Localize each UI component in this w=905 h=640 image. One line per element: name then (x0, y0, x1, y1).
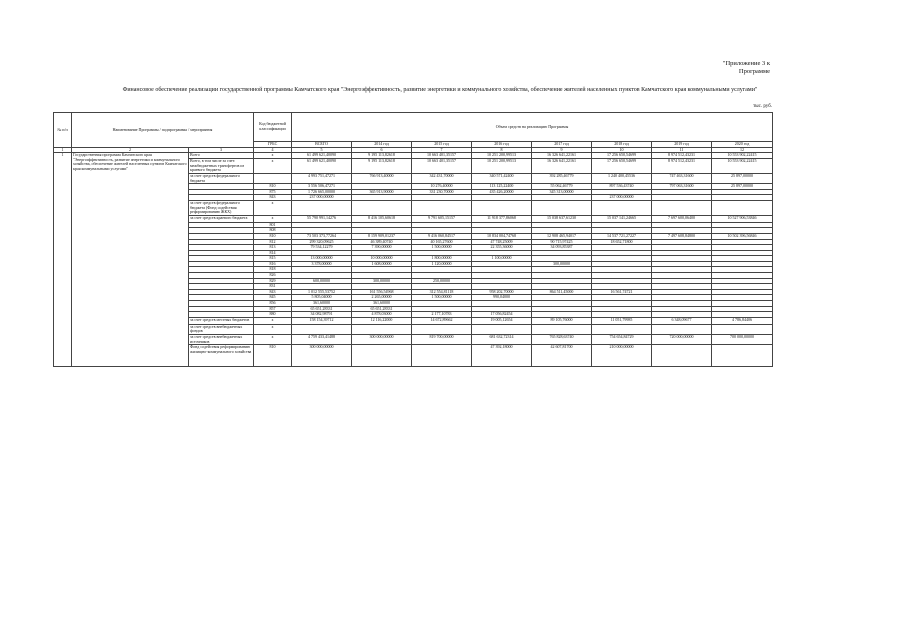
amount-cell: 435 426,20000 (472, 189, 532, 195)
amount-cell: 90 715,97425 (532, 239, 592, 245)
amount-cell (652, 324, 712, 334)
header-index: 8 (472, 147, 532, 153)
amount-cell (712, 324, 773, 334)
appendix-line-2: Программе (738, 68, 770, 75)
amount-cell: 1 800,00000 (412, 256, 472, 262)
amount-cell: 17 056,82454 (472, 312, 532, 318)
header-year: 2015 год (412, 142, 472, 148)
amount-cell: 19 005,12654 (472, 317, 532, 324)
header-year: 2017 год (532, 142, 592, 148)
amount-cell (532, 324, 592, 334)
amount-cell: 1 240 400,45536 (592, 173, 652, 183)
amount-cell: 3 556 506,47271 (292, 184, 352, 190)
grbs-code: 808 (254, 228, 292, 234)
grbs-code: 801 (254, 222, 292, 228)
amount-cell: 5 805,04000 (292, 295, 352, 301)
amount-cell: 237 000,00000 (592, 195, 652, 201)
amount-cell (412, 324, 472, 334)
amount-cell: 720 000,00000 (652, 335, 712, 345)
amount-cell: 312 554,81118 (412, 289, 472, 295)
amount-cell: 340 571,42400 (472, 173, 532, 183)
amount-cell (292, 200, 352, 215)
amount-cell: 600,00000 (292, 278, 352, 284)
amount-cell: 210 000,00000 (592, 345, 652, 367)
amount-cell: 8 974 512,43231 (652, 153, 712, 159)
amount-cell: 9 195 113,82618 (352, 153, 412, 159)
amount-cell: 1 500,00000 (412, 295, 472, 301)
header-index: 11 (652, 147, 712, 153)
amount-cell (472, 200, 532, 215)
amount-cell: 10 251 200,99513 (472, 153, 532, 159)
amount-cell: 8 416 105,60618 (352, 215, 412, 222)
header-index: 9 (532, 147, 592, 153)
amount-cell: 819 700,00000 (412, 335, 472, 345)
amount-cell: 113 125,22400 (472, 184, 532, 190)
grbs-code: 880 (254, 312, 292, 318)
amount-cell: 4 993 751,47271 (292, 173, 352, 183)
amount-cell (412, 200, 472, 215)
amount-cell (652, 200, 712, 215)
grbs-code: 818 (254, 267, 292, 273)
grbs-code: x (254, 317, 292, 324)
amount-cell: 754 654,84729 (592, 335, 652, 345)
amount-cell (712, 200, 773, 215)
amount-cell (652, 345, 712, 367)
amount-cell: 766 913,40000 (352, 173, 412, 183)
amount-cell: 11 051,79985 (592, 317, 652, 324)
grbs-code: x (254, 153, 292, 159)
amount-cell: 250,00000 (412, 278, 472, 284)
header-index: 7 (412, 147, 472, 153)
amount-cell: 17 256 650,54699 (592, 159, 652, 174)
grbs-code: 815 (254, 256, 292, 262)
grbs-code: x (254, 159, 292, 174)
amount-cell: 747 463,31600 (652, 173, 712, 183)
grbs-code: 829 (254, 278, 292, 284)
grbs-code: 810 (254, 345, 292, 367)
amount-cell: 12 908 465,94017 (532, 233, 592, 239)
amount-cell: 14 537 721,27227 (592, 233, 652, 239)
grbs-code: 810 (254, 184, 292, 190)
amount-cell: 10 834 004,74768 (472, 233, 532, 239)
funding-source-label: за счет средств федерального бюджета (Фонд содействия реформированию ЖКХ) (189, 200, 254, 215)
amount-cell: 10 553 902,22415 (712, 153, 773, 159)
amount-cell: 342 431,70000 (412, 173, 472, 183)
amount-cell (352, 324, 412, 334)
header-name: Наименование Программы / подпрограммы / мероприятия (72, 113, 254, 148)
grbs-code: 816 (254, 261, 292, 267)
amount-cell (472, 324, 532, 334)
funding-source-label: Всего, в том числе за счет: межбюджетных трансфертов из краевого бюджета (189, 159, 254, 174)
appendix-line-1: "Приложение 3 к (722, 60, 770, 67)
grbs-code: 857 (254, 306, 292, 312)
funding-source-label: за счет средств внебюджетных источников (189, 335, 254, 345)
amount-cell: 361,60000 (292, 301, 352, 307)
grbs-code: 831 (254, 284, 292, 290)
grbs-code: x (254, 324, 292, 334)
amount-cell: 4 878,03000 (352, 312, 412, 318)
header-volume: Объем средств на реализацию Программы (292, 113, 773, 142)
amount-cell: 300,00000 (352, 278, 412, 284)
amount-cell: 47 748,25009 (472, 239, 532, 245)
amount-cell: 9 791 605,15157 (412, 215, 472, 222)
amount-cell (292, 324, 352, 334)
units-label: тыс. руб. (753, 104, 772, 109)
header-kbk: Код бюджетной классификации (254, 113, 292, 142)
amount-cell: 10 663 401,35157 (412, 153, 472, 159)
header-year: 2018 год (592, 142, 652, 148)
header-index: 1 (54, 147, 72, 153)
amount-cell: 365 913,90000 (352, 189, 412, 195)
amount-cell: 1 120,00000 (412, 261, 472, 267)
funding-source-label: за счет средств внебюджетных фондов (189, 324, 254, 334)
amount-cell: 161 556,54968 (352, 289, 412, 295)
amount-cell: 300 000,00000 (292, 345, 352, 367)
amount-cell: 3 378,00000 (292, 261, 352, 267)
amount-cell: 300,00000 (532, 261, 592, 267)
amount-cell: 11 918 377,86068 (472, 215, 532, 222)
funding-source-label: за счет средств местных бюджетов (189, 317, 254, 324)
funding-source-label: за счет средств федерального бюджета (189, 173, 254, 183)
amount-cell: 15 038 637,61230 (532, 215, 592, 222)
header-year: 2014 год (352, 142, 412, 148)
amount-cell: 65 651,28331 (352, 306, 412, 312)
financing-table (53, 112, 773, 367)
amount-cell: 16 561,74721 (592, 289, 652, 295)
header-row-main (54, 113, 773, 142)
amount-cell: 89 105,76000 (532, 317, 592, 324)
grbs-code: 812 (254, 239, 292, 245)
amount-cell: 158 154,39712 (292, 317, 352, 324)
amount-cell: 1 500,00000 (412, 245, 472, 251)
amount-cell: 22 355,36000 (472, 245, 532, 251)
document-title: Финансовое обеспечение реализации государственной программы Камчатского края "Энергоэффективность, развитие энергетики и коммунального хозяйства, обеспечение жителей населенных пунктов Камчатского края коммунальными услугами" (122, 87, 758, 93)
program-name: Государственная программа Камчатского края "Энергоэффективность, развитие энергетики и коммунального хозяйства, обеспечение жителей населенных пунктов Камчатского края коммунальными услугами" (72, 153, 189, 367)
header-year: 2020 год (712, 142, 773, 148)
amount-cell: 2 265,00000 (352, 295, 412, 301)
header-index: 2 (72, 147, 189, 153)
amount-cell: 765 828,63740 (532, 335, 592, 345)
amount-cell: 10 663 401,35157 (412, 159, 472, 174)
program-number: 1 (54, 153, 72, 367)
amount-cell: 300 000,00000 (352, 335, 412, 345)
amount-cell: 797 063,31600 (652, 184, 712, 190)
header-year: 2016 год (472, 142, 532, 148)
amount-cell (712, 345, 773, 367)
grbs-code: 810 (254, 233, 292, 239)
amount-cell (592, 200, 652, 215)
grbs-code: 813 (254, 245, 292, 251)
amount-cell (532, 200, 592, 215)
amount-cell: 18 652,71800 (592, 239, 652, 245)
amount-cell: 55 790 991,14276 (292, 215, 352, 222)
amount-cell: 10 000,00000 (352, 256, 412, 262)
grbs-code (254, 173, 292, 183)
amount-cell: 9 195 113,82618 (352, 159, 412, 174)
amount-cell: 16 326 641,22161 (532, 153, 592, 159)
grbs-code: 875 (254, 189, 292, 195)
amount-cell: 10 251 200,99513 (472, 159, 532, 174)
amount-cell: 1 726 665,00000 (292, 189, 352, 195)
amount-cell: 10 276,40000 (412, 184, 472, 190)
amount-cell: 897 536,43740 (592, 184, 652, 190)
amount-cell: 1 608,00000 (352, 261, 412, 267)
amount-cell: 16 326 641,22161 (532, 159, 592, 174)
amount-cell: 237 000,00000 (292, 195, 352, 201)
grbs-code: 826 (254, 273, 292, 279)
amount-cell: 65 651,28331 (292, 306, 352, 312)
amount-cell: 42 607,81700 (532, 345, 592, 367)
amount-cell (352, 345, 412, 367)
amount-cell: 4 759 433,41488 (292, 335, 352, 345)
amount-cell: 331 230,70000 (412, 189, 472, 195)
header-index: 12 (712, 147, 773, 153)
amount-cell: 10 527 906,53846 (712, 215, 773, 222)
amount-cell: 25 897,00000 (712, 184, 773, 190)
header-index: 4 (254, 147, 292, 153)
funding-source-label: Фонд содействия реформированию жилищно-коммунального хозяйства (189, 345, 254, 367)
grbs-code: 814 (254, 250, 292, 256)
amount-cell: 79 534,12279 (292, 245, 352, 251)
header-index: 10 (592, 147, 652, 153)
amount-cell: 40 165,27600 (412, 239, 472, 245)
amount-cell: 17 256 650,54699 (592, 153, 652, 159)
amount-cell: 299 320,09625 (292, 239, 352, 245)
grbs-code: 843 (254, 195, 292, 201)
grbs-code: 845 (254, 295, 292, 301)
grbs-code: 843 (254, 289, 292, 295)
amount-cell: 345 313,00000 (532, 189, 592, 195)
header-no: № п/п (54, 113, 72, 148)
amount-cell: 61 499 621,40090 (292, 153, 352, 159)
amount-cell: 14 672,89662 (412, 317, 472, 324)
amount-cell: 361,60000 (352, 301, 412, 307)
amount-cell (352, 200, 412, 215)
amount-cell: 47 392,18000 (472, 345, 532, 367)
amount-cell: 4 786,84406 (712, 317, 773, 324)
header-index: 3 (189, 147, 254, 153)
amount-cell: 55 062,46779 (532, 184, 592, 190)
appendix-note (723, 60, 770, 76)
header-year: 2019 год (652, 142, 712, 148)
amount-cell: 700 000,00000 (712, 335, 773, 345)
funding-source-label: за счет средств краевого бюджета (189, 215, 254, 222)
amount-cell: 61 499 621,40090 (292, 159, 352, 174)
amount-cell: 7 390,00000 (352, 245, 412, 251)
grbs-code: x (254, 200, 292, 215)
amount-cell: 46 389,40740 (352, 239, 412, 245)
amount-cell: 34 093,85387 (532, 245, 592, 251)
amount-cell: 6 348,09677 (652, 317, 712, 324)
amount-cell: 25 897,00000 (712, 173, 773, 183)
amount-cell: 958 202,70000 (472, 289, 532, 295)
amount-cell: 7 697 600,06400 (652, 215, 712, 222)
amount-cell (412, 345, 472, 367)
header-index: 5 (292, 147, 352, 153)
amount-cell: 13 000,00000 (292, 256, 352, 262)
amount-cell: 681 632,72314 (472, 335, 532, 345)
amount-cell: 2 177,10783 (412, 312, 472, 318)
amount-cell: 34 082,98791 (292, 312, 352, 318)
amount-cell: 392 285,46779 (532, 173, 592, 183)
table-body (54, 153, 773, 367)
grbs-code: 856 (254, 301, 292, 307)
amount-cell: 10 553 902,22415 (712, 159, 773, 174)
amount-cell: 864 511,45000 (532, 289, 592, 295)
amount-cell: 15 037 141,24665 (592, 215, 652, 222)
funding-source-label: Всего (189, 153, 254, 159)
amount-cell: 8 159 909,01237 (352, 233, 412, 239)
grbs-code: x (254, 215, 292, 222)
amount-cell: 8 974 512,43231 (652, 159, 712, 174)
amount-cell: 7 497 608,84800 (652, 233, 712, 239)
amount-cell (592, 324, 652, 334)
amount-cell: 10 502 396,56846 (712, 233, 773, 239)
amount-cell: 9 416 060,84517 (412, 233, 472, 239)
amount-cell: 73 503 373,77264 (292, 233, 352, 239)
amount-cell: 12 116,22000 (352, 317, 412, 324)
amount-cell: 1 100,00000 (472, 256, 532, 262)
header-year: ВСЕГО (292, 142, 352, 148)
grbs-code: x (254, 335, 292, 345)
header-grbs: ГРБС (254, 142, 292, 148)
amount-cell: 1 012 555,53752 (292, 289, 352, 295)
header-index: 6 (352, 147, 412, 153)
amount-cell: 990,04000 (472, 295, 532, 301)
